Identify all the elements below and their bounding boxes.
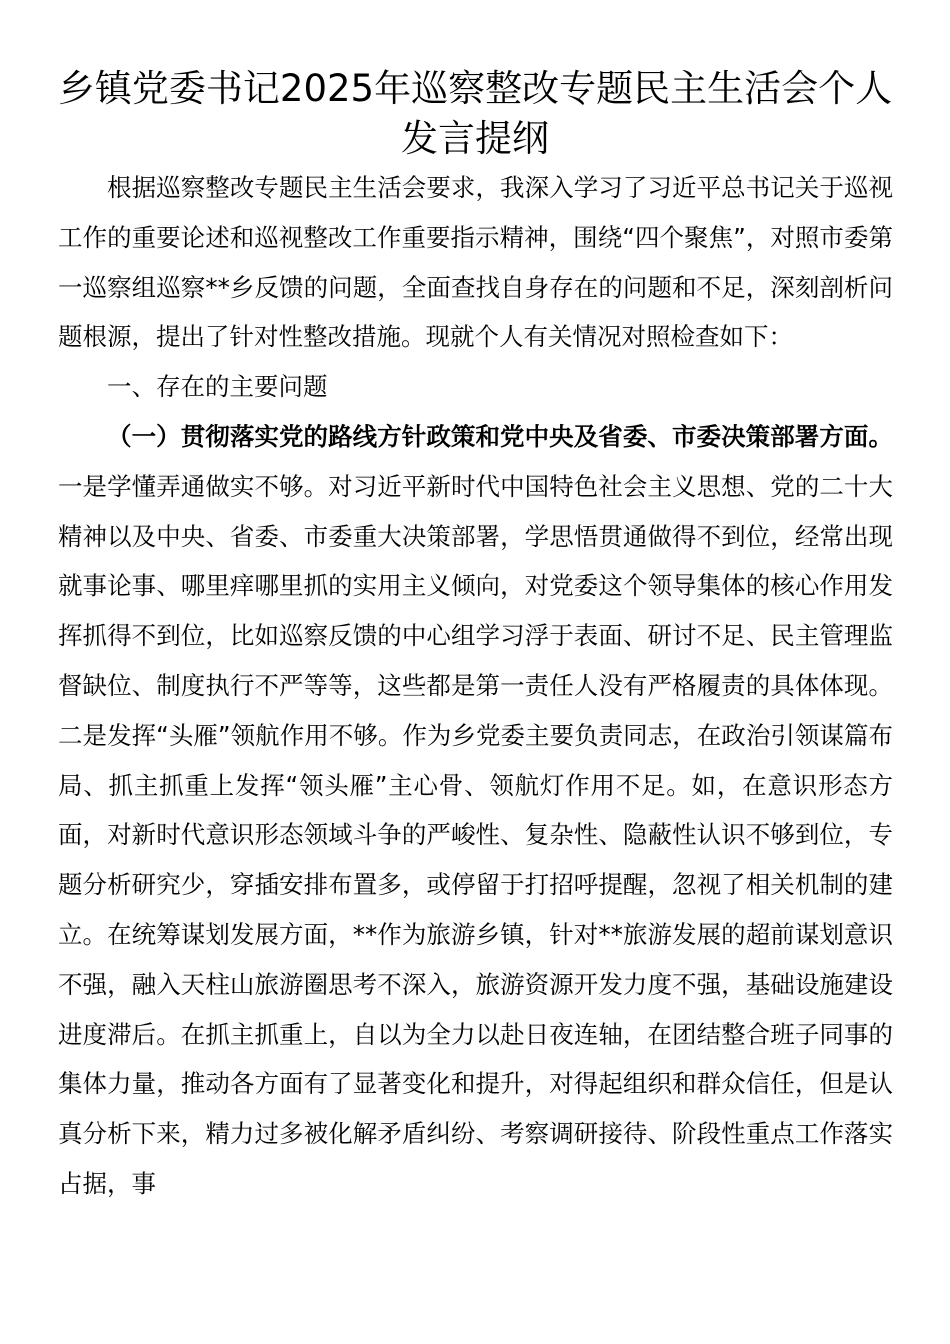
- subsection-paragraph: [58, 412, 893, 1209]
- section-heading-problems: 一、存在的主要问题: [107, 372, 328, 402]
- subsection-heading: （一）贯彻落实党的路线方针政策和党中央及省委、市委决策部署方面。: [107, 421, 893, 451]
- document-body: [58, 163, 893, 1209]
- document-title: 乡镇党委书记2025年巡察整改专题民主生活会个人发言提纲: [57, 67, 893, 160]
- intro-paragraph: 根据巡察整改专题民主生活会要求，我深入学习了习近平总书记关于巡视工作的重要论述和巡视整改工作重要指示精神，围绕“四个聚焦”，对照市委第一巡察组巡察**乡反馈的问题，全面查找自身存在的问题和不足，深刻剖析问题根源，提出了针对性整改措施。现就个人有关情况对照检查如下：: [58, 173, 893, 352]
- subsection-body: 一是学懂弄通做实不够。对习近平新时代中国特色社会主义思想、党的二十大精神以及中央、省委、市委重大决策部署，学思悟贯通做得不到位，经常出现就事论事、哪里痒哪里抓的实用主义倾向，对党委这个领导集体的核心作用发挥抓得不到位，比如巡察反馈的中心组学习浮于表面、研讨不足、民主管理监督缺位、制度执行不严等等，这些都是第一责任人没有严格履责的具体体现。二是发挥“头雁”领航作用不够。作为乡党委主要负责同志，在政治引领谋篇布局、抓主抓重上发挥“领头雁”主心骨、领航灯作用不足。如，在意识形态方面，对新时代意识形态领域斗争的严峻性、复杂性、隐蔽性认识不够到位，专题分析研究少，穿插安排布置多，或停留于打招呼提醒，忽视了相关机制的建立。在统筹谋划发展方面，**作为旅游乡镇，针对**旅游发展的超前谋划意识不强，融入天柱山旅游圈思考不深入，旅游资源开发力度不强，基础设施建设进度滞后。在抓主抓重上，自以为全力以赴日夜连轴，在团结整合班子同事的集体力量，推动各方面有了显著变化和提升，对得起组织和群众信任，但是认真分析下来，精力过多被化解矛盾纠纷、考察调研接待、阶段性重点工作落实占据，事: [58, 471, 893, 1198]
